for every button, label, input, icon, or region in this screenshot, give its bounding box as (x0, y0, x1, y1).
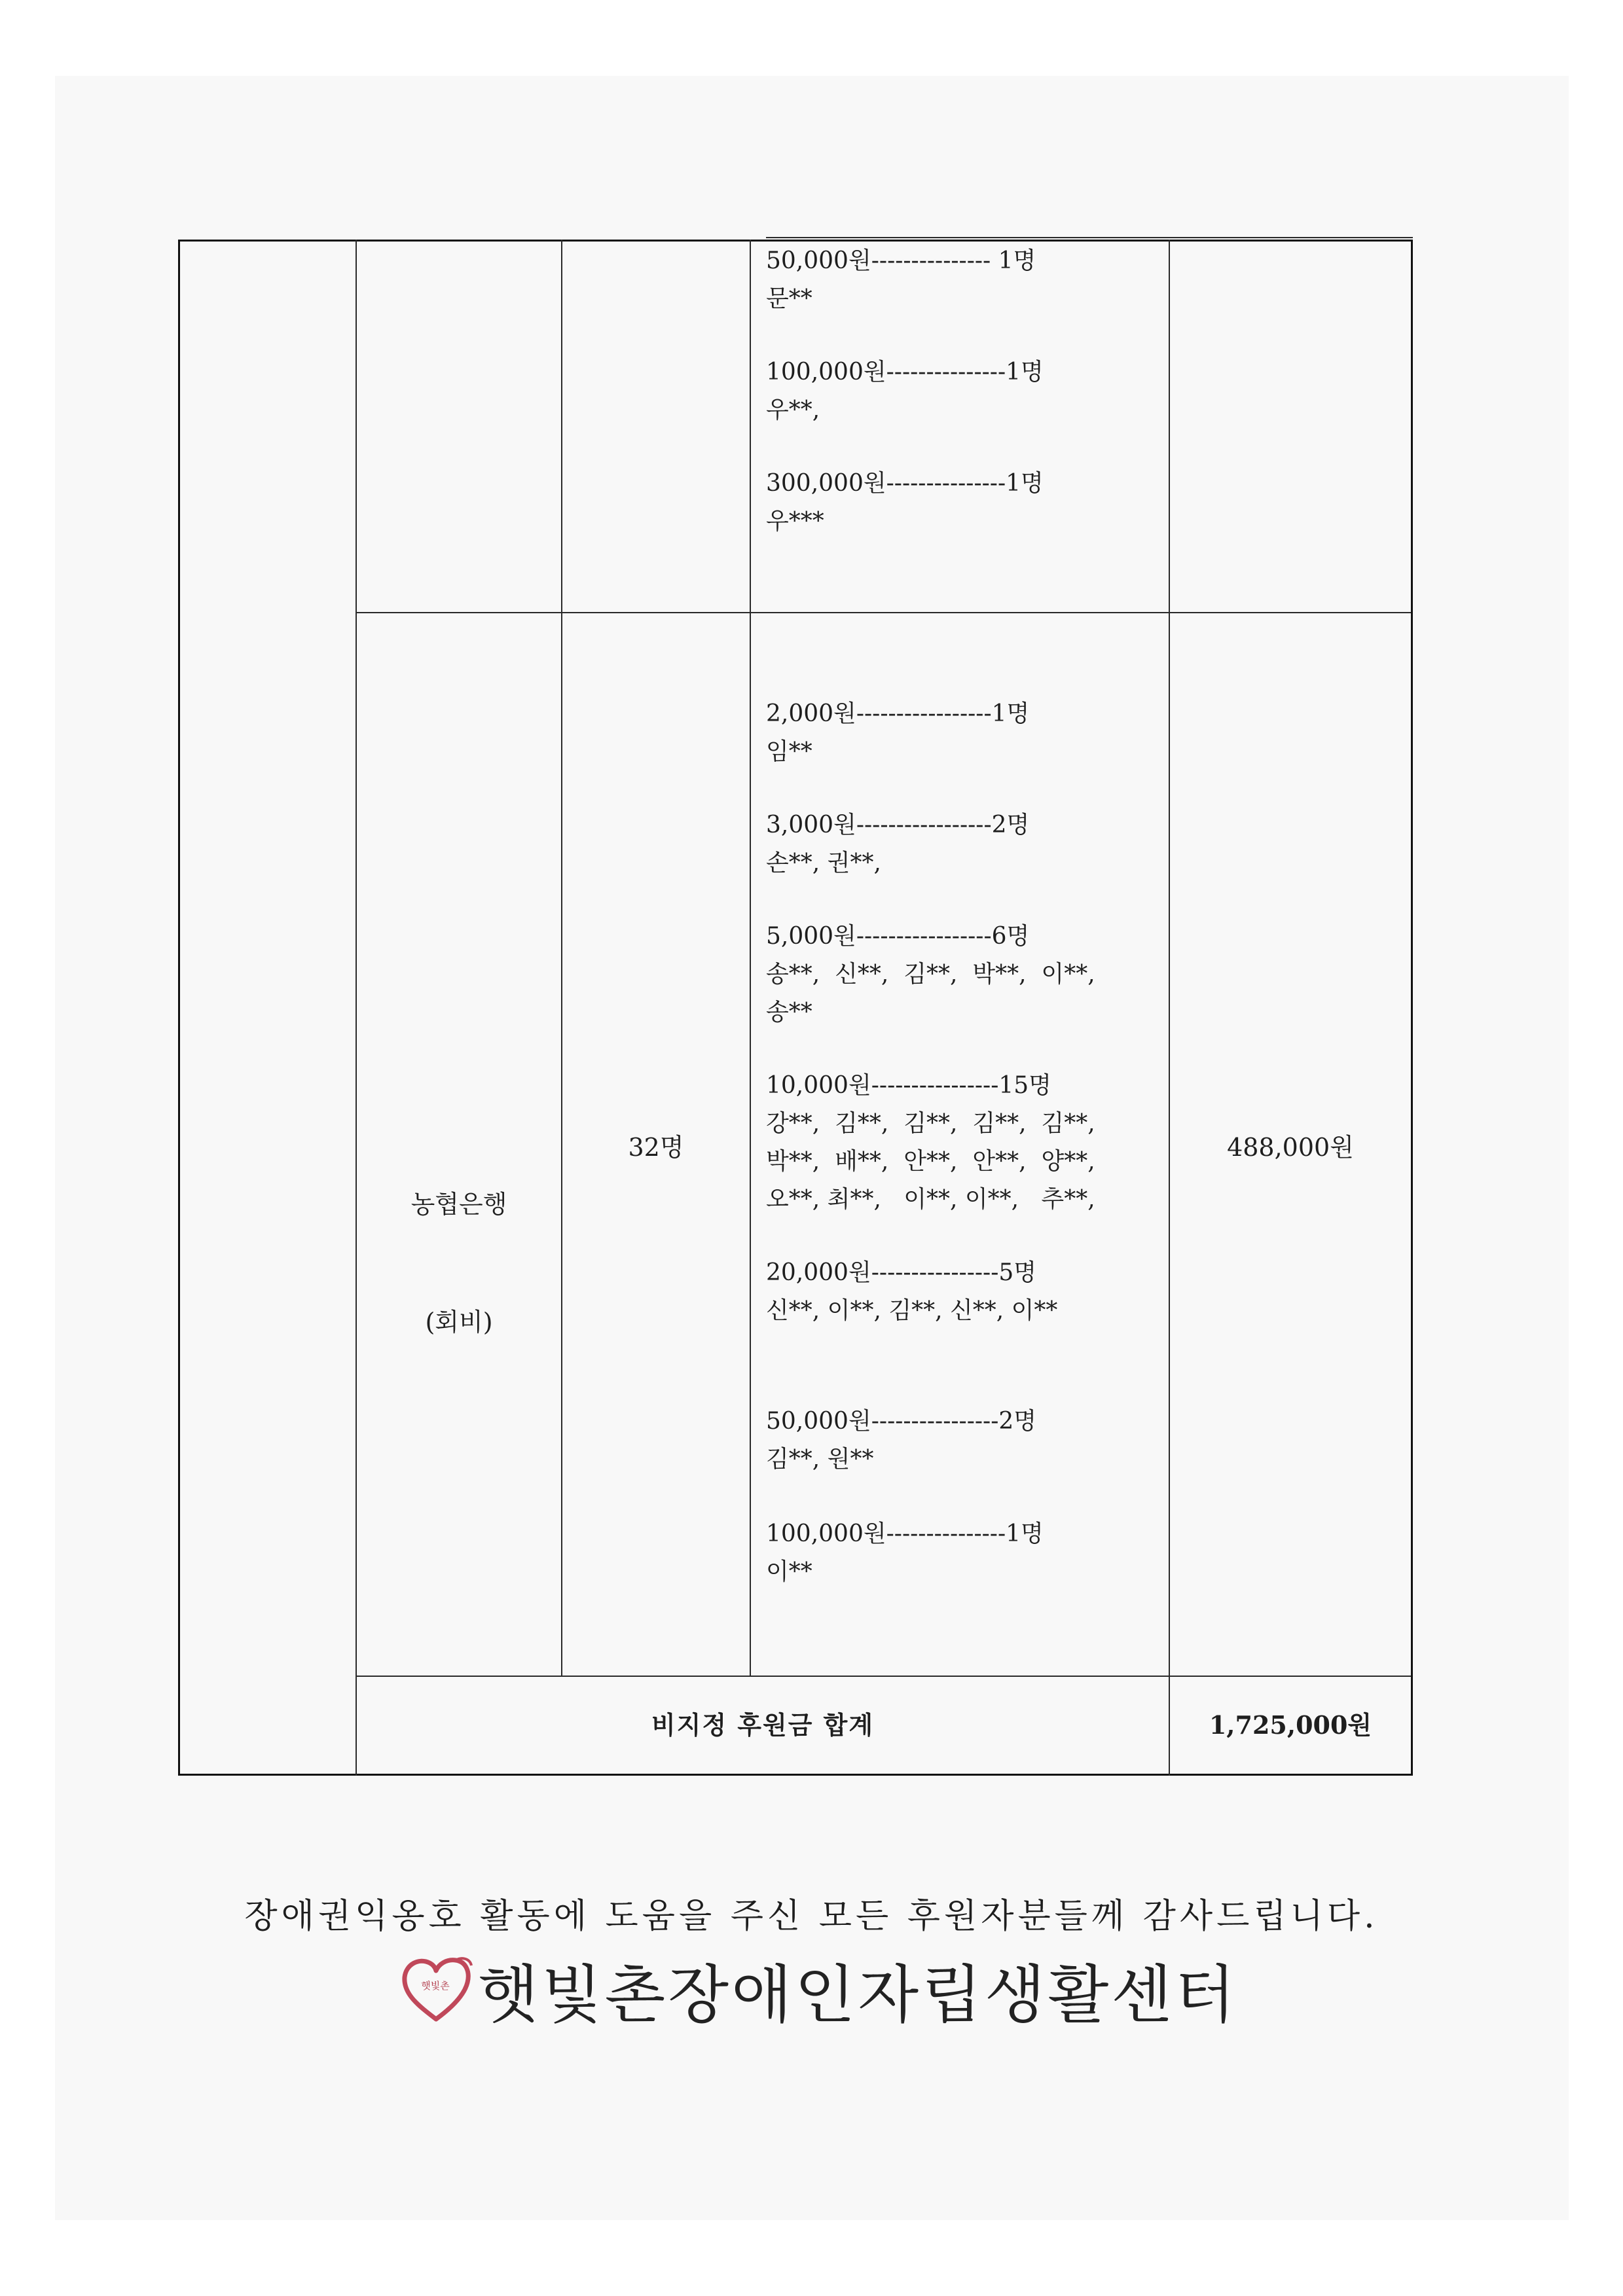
thanks-message: 장애권익옹호 활동에 도움을 주신 모든 후원자분들께 감사드립니다. (244, 1897, 1379, 1936)
donation-entry (766, 242, 1165, 318)
donor-names: 강**, 김**, 김**, 김**, 김**, 박**, 배**, 안**, 안**, 양**, 오**, 최**, 이**, 이**, 추**, (766, 1110, 1095, 1213)
logo-text: 햇빛촌 (421, 1980, 450, 1992)
donation-entry (766, 1067, 1165, 1219)
heart-logo-icon (399, 1954, 473, 2026)
donation-entry (766, 806, 1165, 882)
column-divider (561, 240, 562, 1676)
column-divider (356, 240, 357, 1776)
column-divider (750, 240, 751, 1676)
column-divider (1169, 240, 1170, 1776)
donor-names: 임** (766, 738, 812, 765)
donor-names: 손**, 권**, (766, 850, 881, 876)
donor-names: 이** (766, 1558, 812, 1585)
donation-entry (766, 1254, 1165, 1330)
amount-line: 3,000원-----------------2명 (766, 812, 1030, 838)
table-top-border (178, 240, 1413, 242)
organization-signature (399, 1954, 1238, 2032)
amount-line: 5,000원-----------------6명 (766, 923, 1030, 950)
amount-line: 50,000원----------------2명 (766, 1408, 1037, 1435)
row-total: 488,000원 (1227, 1133, 1354, 1162)
amount-line: 50,000원--------------- 1명 (766, 247, 1036, 274)
donation-entry (766, 1403, 1165, 1479)
donor-names: 송**, 신**, 김**, 박**, 이**, 송** (766, 961, 1095, 1026)
table-left-border (178, 240, 180, 1776)
donation-entry (766, 1515, 1165, 1591)
donation-entry (766, 695, 1165, 771)
donation-entry (766, 465, 1165, 541)
source-name: 농협은행 (410, 1190, 507, 1219)
table-top-border-double (766, 237, 1413, 238)
amount-line: 10,000원----------------15명 (766, 1072, 1051, 1099)
source-note: (회비) (425, 1308, 493, 1336)
amount-line: 100,000원---------------1명 (766, 1520, 1044, 1547)
amount-line: 2,000원-----------------1명 (766, 700, 1030, 727)
summary-total: 1,725,000원 (1209, 1710, 1372, 1740)
amount-line: 300,000원---------------1명 (766, 470, 1044, 497)
donor-names: 우*** (766, 508, 824, 535)
table-right-border (1411, 240, 1413, 1776)
source-cell (357, 1106, 561, 1420)
row-divider (356, 1676, 1413, 1677)
donor-names: 신**, 이**, 김**, 신**, 이** (766, 1297, 1058, 1324)
donor-names: 우**, (766, 397, 820, 423)
summary-label: 비지정 후원금 합계 (651, 1710, 875, 1740)
donor-count: 32명 (628, 1133, 684, 1162)
donation-entry (766, 918, 1165, 1031)
amount-line: 100,000원---------------1명 (766, 359, 1044, 386)
donor-names: 김**, 원** (766, 1446, 874, 1473)
donation-entry (766, 353, 1165, 429)
organization-name: 햇빛촌장애인자립생활센터 (478, 1958, 1238, 2032)
donor-names: 문** (766, 285, 812, 312)
row-divider (356, 612, 1413, 613)
amount-line: 20,000원----------------5명 (766, 1259, 1037, 1286)
table-bottom-border (178, 1774, 1413, 1776)
